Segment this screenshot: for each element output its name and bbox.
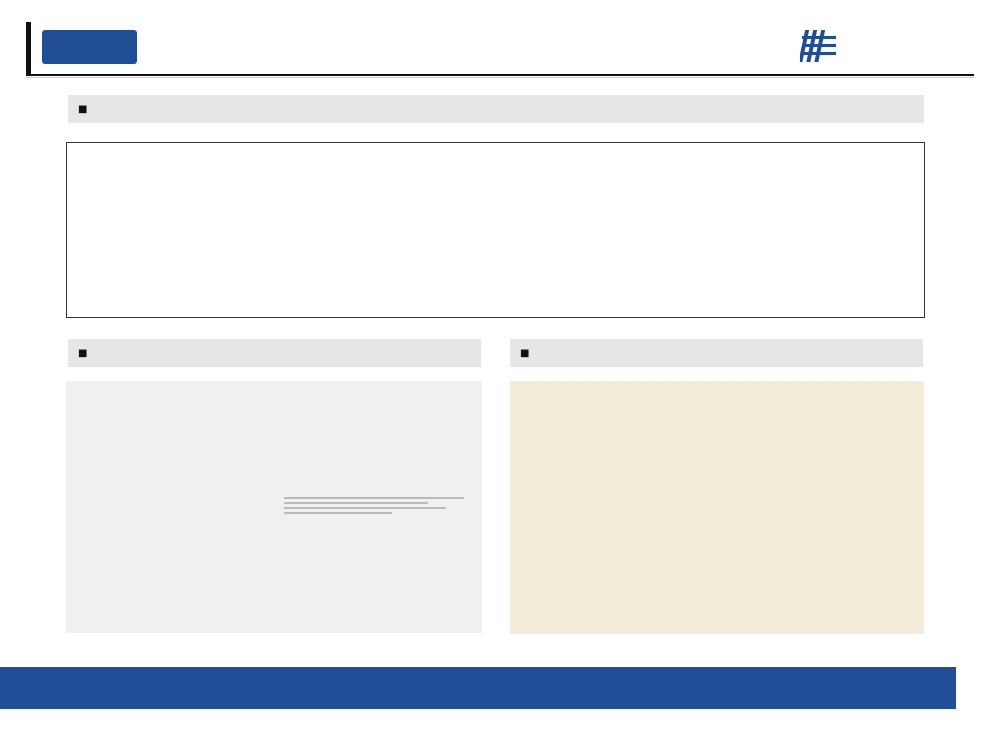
square-bullet-icon: ■ [520,347,530,359]
section-header-status [68,95,924,123]
poverty-rate-chart [510,381,924,634]
header-divider-thin [26,77,974,78]
issue-description-box [66,142,925,318]
company-logo [800,24,975,68]
next-topic-banner[interactable] [0,667,956,709]
header-divider [26,74,974,76]
section-header-giving-index [68,339,481,367]
square-bullet-icon: ■ [78,103,88,115]
category-badge [42,30,137,64]
section-header-poverty-rate [510,339,923,367]
square-bullet-icon: ■ [78,347,88,359]
giving-index-image [66,381,482,633]
giving-index-footnote [284,497,464,521]
title-accent-bar [26,22,31,74]
poverty-chart-svg [510,381,924,634]
logo-mark-icon [800,26,842,66]
